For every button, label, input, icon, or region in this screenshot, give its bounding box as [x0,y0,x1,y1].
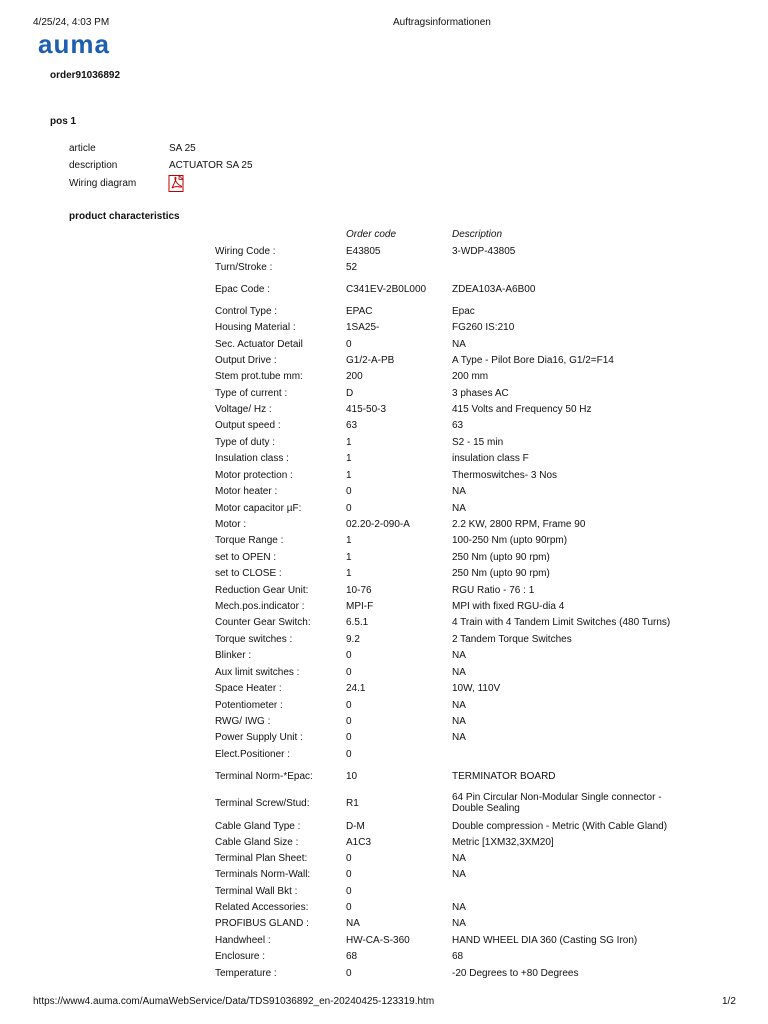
row-order-code: D [346,388,354,399]
row-description: HAND WHEEL DIA 360 (Casting SG Iron) [452,935,638,946]
row-label: Terminals Norm-Wall: [215,869,311,880]
row-description: insulation class F [452,453,529,464]
row-description: S2 - 15 min [452,437,504,448]
row-order-code: 200 [346,371,363,382]
row-description: Metric [1XM32,3XM20] [452,837,554,848]
row-description: TERMINATOR BOARD [452,771,556,782]
row-description: Epac [452,306,475,317]
row-order-code: 02.20-2-090-A [346,519,410,530]
row-description: Double compression - Metric (With Cable Gland) [452,821,668,832]
row-description: MPI with fixed RGU-dia 4 [452,601,565,612]
row-label: Epac Code : [215,284,271,295]
row-order-code: 0 [346,339,352,350]
print-date: 4/25/24, 4:03 PM [33,17,110,28]
row-label: Motor : [215,519,247,530]
row-order-code: E43805 [346,246,381,257]
row-description: 415 Volts and Frequency 50 Hz [452,404,592,415]
row-label: Terminal Wall Bkt : [215,886,298,897]
position-label: pos 1 [50,116,77,127]
footer-page-number: 1/2 [722,996,736,1007]
page-title: Auftragsinformationen [393,17,491,28]
auma-logo: auma [38,29,110,59]
row-label: Turn/Stroke : [215,262,273,273]
row-label: Sec. Actuator Detail [215,339,303,350]
row-order-code: EPAC [346,306,373,317]
row-order-code: A1C3 [346,837,372,848]
row-description: Thermoswitches- 3 Nos [452,470,558,481]
info-value: ACTUATOR SA 25 [169,160,253,171]
row-description: FG260 IS:210 [452,322,515,333]
row-label: Stem prot.tube mm: [215,371,303,382]
row-label: Potentiometer : [215,700,283,711]
row-order-code: R1 [346,798,359,809]
row-order-code: 10 [346,771,358,782]
row-label: Temperature : [215,968,277,979]
row-order-code: 0 [346,869,352,880]
row-description: 250 Nm (upto 90 rpm) [452,552,550,563]
row-description: 2.2 KW, 2800 RPM, Frame 90 [452,519,586,530]
row-order-code: 24.1 [346,683,366,694]
row-label: Output Drive : [215,355,277,366]
row-description: 68 [452,951,464,962]
row-description: NA [452,700,466,711]
row-order-code: 10-76 [346,585,372,596]
row-description: NA [452,902,466,913]
row-label: Torque switches : [215,634,293,645]
row-order-code: 1 [346,552,352,563]
row-order-code: 63 [346,420,358,431]
row-order-code: 0 [346,700,352,711]
row-label: Motor protection : [215,470,293,481]
row-label: PROFIBUS GLAND : [215,918,309,929]
row-label: set to OPEN : [215,552,277,563]
pdf-icon[interactable] [168,175,186,192]
row-label: RWG/ IWG : [215,716,271,727]
row-description: 3 phases AC [452,388,509,399]
row-description: 63 [452,420,464,431]
row-label: Cable Gland Size : [215,837,299,848]
row-order-code: G1/2-A-PB [346,355,395,366]
footer-url: https://www4.auma.com/AumaWebService/Data/TDS91036892_en-20240425-123319.htm [33,996,435,1007]
row-label: Handwheel : [215,935,271,946]
row-description: 64 Pin Circular Non-Modular Single connector - Double Sealing [452,792,662,814]
row-description: 4 Train with 4 Tandem Limit Switches (480 Turns) [452,617,671,628]
row-order-code: 6.5.1 [346,617,369,628]
row-label: Mech.pos.indicator : [215,601,305,612]
row-order-code: 0 [346,968,352,979]
row-order-code: NA [346,918,360,929]
row-order-code: D-M [346,821,365,832]
row-order-code: 0 [346,749,352,760]
row-label: Cable Gland Type : [215,821,301,832]
row-label: Space Heater : [215,683,282,694]
row-order-code: 0 [346,886,352,897]
row-label: Control Type : [215,306,278,317]
row-order-code: C341EV-2B0L000 [346,284,427,295]
row-order-code: 0 [346,486,352,497]
row-label: Power Supply Unit : [215,732,303,743]
info-label: article [69,143,96,154]
row-order-code: 1 [346,535,352,546]
row-label: Elect.Positioner : [215,749,291,760]
row-label: Output speed : [215,420,281,431]
row-description: NA [452,869,466,880]
section-heading: product characteristics [69,211,180,222]
row-description: NA [452,503,466,514]
row-label: Blinker : [215,650,252,661]
info-label: Wiring diagram [69,178,137,189]
row-label: Terminal Norm-*Epac: [215,771,313,782]
row-order-code: MPI-F [346,601,374,612]
row-description: 3-WDP-43805 [452,246,516,257]
row-description: NA [452,918,466,929]
row-description: NA [452,716,466,727]
row-description: NA [452,339,466,350]
row-label: Type of duty : [215,437,276,448]
row-label: Terminal Plan Sheet: [215,853,308,864]
row-label: Enclosure : [215,951,266,962]
row-description: RGU Ratio - 76 : 1 [452,585,535,596]
row-order-code: 0 [346,732,352,743]
row-order-code: HW-CA-S-360 [346,935,410,946]
row-order-code: 1 [346,453,352,464]
row-description: NA [452,853,466,864]
row-label: Housing Material : [215,322,296,333]
row-label: Aux limit switches : [215,667,300,678]
row-label: Type of current : [215,388,288,399]
row-label: Reduction Gear Unit: [215,585,309,596]
row-label: Motor capacitor µF: [215,503,302,514]
row-label: Related Accessories: [215,902,309,913]
row-description: 250 Nm (upto 90 rpm) [452,568,550,579]
row-description: NA [452,667,466,678]
row-order-code: 0 [346,902,352,913]
row-order-code: 0 [346,853,352,864]
row-order-code: 68 [346,951,358,962]
row-label: Counter Gear Switch: [215,617,311,628]
row-description: NA [452,732,466,743]
row-description: ZDEA103A-A6B00 [452,284,536,295]
row-description: A Type - Pilot Bore Dia16, G1/2=F14 [452,355,614,366]
row-label: set to CLOSE : [215,568,282,579]
row-description: -20 Degrees to +80 Degrees [452,968,579,979]
row-label: Terminal Screw/Stud: [215,798,310,809]
row-label: Voltage/ Hz : [215,404,272,415]
info-label: description [69,160,118,171]
row-order-code: 0 [346,716,352,727]
row-description: 200 mm [452,371,489,382]
column-header-order-code: Order code [346,229,397,240]
row-order-code: 9.2 [346,634,360,645]
row-order-code: 52 [346,262,358,273]
column-header-description: Description [452,229,503,240]
row-order-code: 1SA25- [346,322,380,333]
row-order-code: 415-50-3 [346,404,387,415]
info-value: SA 25 [169,143,196,154]
row-description: 100-250 Nm (upto 90rpm) [452,535,568,546]
row-label: Motor heater : [215,486,278,497]
row-label: Wiring Code : [215,246,276,257]
row-order-code: 1 [346,470,352,481]
row-order-code: 0 [346,650,352,661]
row-description: NA [452,486,466,497]
row-label: Insulation class : [215,453,289,464]
row-order-code: 1 [346,437,352,448]
row-description: NA [452,650,466,661]
row-label: Torque Range : [215,535,284,546]
row-description: 2 Tandem Torque Switches [452,634,572,645]
row-order-code: 0 [346,667,352,678]
row-order-code: 0 [346,503,352,514]
row-order-code: 1 [346,568,352,579]
row-description: 10W, 110V [452,683,501,694]
order-number: order91036892 [50,70,121,81]
